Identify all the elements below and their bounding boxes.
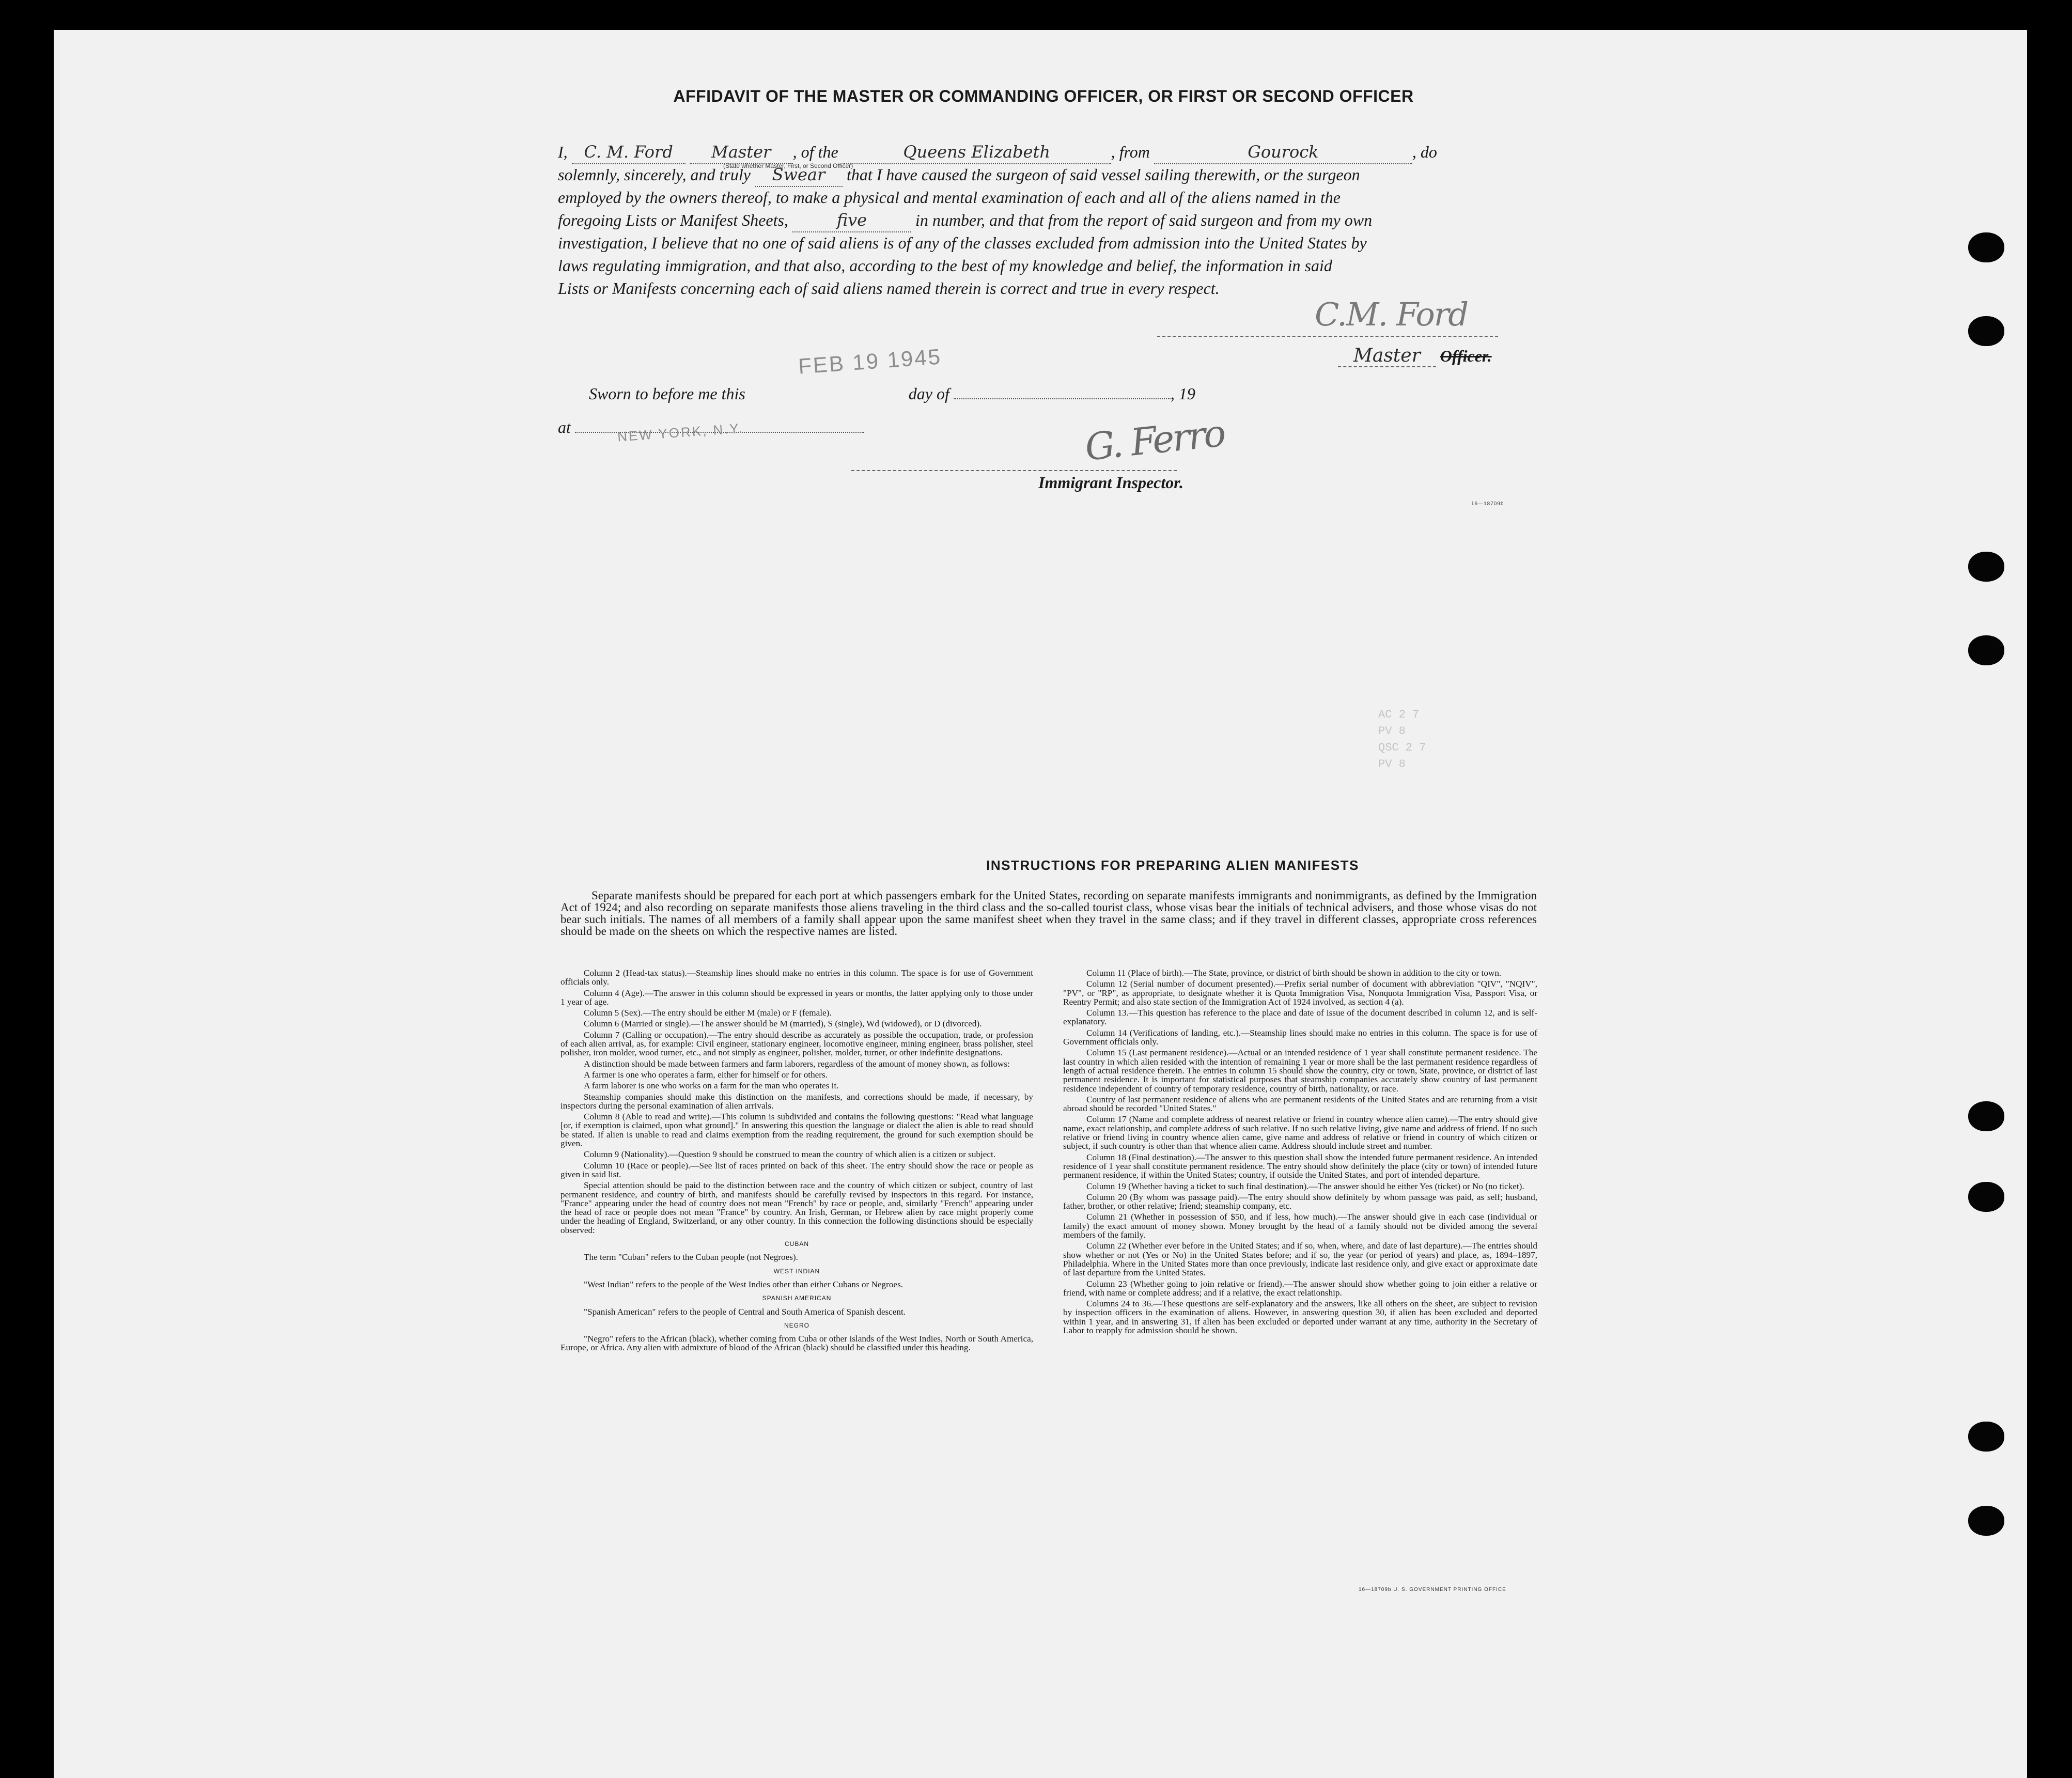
instructions-title: INSTRUCTIONS FOR PREPARING ALIEN MANIFESTS xyxy=(986,857,1359,873)
instr-col14: Column 14 (Verifications of landing, etc.).—Steamship lines should make no entries in this column. The space is for use of Government officials only. xyxy=(1063,1027,1537,1047)
instr-heading-spanish-american: SPANISH AMERICAN xyxy=(762,1294,832,1302)
sworn-line: Sworn to before me this day of , 19 xyxy=(589,384,1195,403)
instr-residence-us: Country of last permanent residence of aliens who are permanent residents of the United States and are returning from a visit abroad should be recorded "United States." xyxy=(1063,1094,1537,1114)
printing-office-footer: 16—18709b U. S. GOVERNMENT PRINTING OFFICE xyxy=(1359,1587,1506,1593)
instr-col7: Column 7 (Calling or occupation).—The entry should describe as accurately as possible the occupation, trade, or profession of each alien arrival, as, for example: Civil engineer, stationary engineer, locomotive engineer, mining engineer, brass polisher, steel polisher, iron molder, wood turner, etc., and not simply as engineer, polisher, molder, turner, or other indefinite designations. xyxy=(560,1030,1033,1058)
instr-col23: Column 23 (Whether going to join relative or friend).—The answer should show whether going to join either a relative or friend, with name or complete address; and if a relative, the exact relationship. xyxy=(1063,1278,1537,1298)
instr-col17: Column 17 (Name and complete address of nearest relative or friend in country whence alien came).—The entry should give name, exact relationship, and complete address of such relative. If no such relative living, give name and address of friend. If no such relative or friend living in country whence alien came, give name and address of relative or friend in country of which citizen or subject, if such country is other than that whence alien came. Address should include street and number. xyxy=(1063,1114,1537,1151)
punch-hole xyxy=(1968,1506,2004,1536)
inspector-signature: G. Ferro xyxy=(1083,411,1226,469)
affidavit-line-7: Lists or Manifests concerning each of said aliens named therein is correct and true in every respect. xyxy=(558,279,1220,298)
affidavit-line-1: I, C. M. Ford Master , of the Queens Elizabeth , from Gourock , do xyxy=(558,141,1437,164)
affidavit-line-5: investigation, I believe that no one of said aliens is of any of the classes excluded from admission into the United States by xyxy=(558,233,1367,252)
instr-col6: Column 6 (Married or single).—The answer should be M (married), S (single), Wd (widowed), or D (divorced). xyxy=(584,1019,982,1029)
inspector-signature-line xyxy=(851,470,1177,471)
instr-col13: Column 13.—This question has reference to the place and date of issue of the document described in column 12, and is self-explanatory. xyxy=(1063,1008,1537,1027)
form-number: 16—18709b xyxy=(1471,501,1504,507)
instr-col8: Column 8 (Able to read and write).—This column is subdivided and contains the following questions: "Read what language [or, if exemption is claimed, upon what ground]." In answering this question the language or dialect the alien is able to read should be stated. If alien is unable to read and claims exemption from the reading requirement, the ground for such exemption should be given. xyxy=(560,1112,1033,1149)
affidavit-line-4: foregoing Lists or Manifest Sheets, five in number, and that from the report of said surgeon and from my own xyxy=(558,209,1372,232)
sworn-month-field xyxy=(954,398,1171,399)
instr-col19: Column 19 (Whether having a ticket to such final destination).—The answer should be either Yes (ticket) or No (no ticket). xyxy=(1086,1181,1524,1191)
affidavit-line-6: laws regulating immigration, and that also, according to the best of my knowledge and belief, the information in said xyxy=(558,256,1332,275)
instr-col15: Column 15 (Last permanent residence).—Actual or an intended residence of 1 year shall constitute permanent residence. The last country in which alien resided with the intention of remaining 1 year or more shall be the last permanent residence regardless of length of actual residence therein. The entries in column 15 should show the country, city or town, State, province, or district of last permanent residence. It is important for statistical purposes that steamship companies accurately show country of last permanent residence independent of country of temporary residence, country of birth, nationality, or race. xyxy=(1063,1048,1537,1094)
instructions-left-column xyxy=(560,969,1033,1354)
punch-hole xyxy=(1968,232,2004,262)
punch-hole xyxy=(1968,1182,2004,1212)
instr-farm-laborer: A farm laborer is one who works on a farm for the man who operates it. xyxy=(584,1081,839,1091)
instr-col22: Column 22 (Whether ever before in the United States; and if so, when, where, and date of last departure).—The entries should show whether or not (Yes or No) in the United States before; and if so, the year (or period of years) and place, as, 1894–1897, Philadelphia. Where in the United States more than once previously, indicate last residence only, and give exact or approximate date of last departure from the United States. xyxy=(1063,1241,1537,1278)
instr-cuban: The term "Cuban" refers to the Cuban people (not Negroes). xyxy=(584,1252,798,1262)
rank-field: Master xyxy=(690,141,793,164)
officer-word-struck: Officer. xyxy=(1440,347,1492,365)
instr-heading-west-indian: WEST INDIAN xyxy=(773,1267,820,1275)
instr-col2: Column 2 (Head-tax status).—Steamship lines should make no entries in this column. The space is for use of Government officials only. xyxy=(560,968,1033,987)
punch-hole xyxy=(1968,316,2004,346)
instr-col20: Column 20 (By whom was passage paid).—The entry should show definitely by whom passage was paid, as self; husband, father, brother, or other relative; friend; steamship company, etc. xyxy=(1063,1192,1537,1211)
signature-line xyxy=(1157,336,1498,337)
faint-mark-1: AC 2 7 xyxy=(1378,708,1420,721)
instr-col11: Column 11 (Place of birth).—The State, province, or district of birth should be shown in addition to the city or town. xyxy=(1086,968,1502,978)
place-stamp: NEW YORK, N.Y. xyxy=(617,420,744,445)
oath-field: Swear xyxy=(755,163,843,187)
port-field: Gourock xyxy=(1154,141,1412,164)
sheet-count-field: five xyxy=(792,209,911,232)
affidavit-line-3: employed by the owners thereof, to make a physical and mental examination of each and all of the aliens named in the xyxy=(558,188,1341,207)
instr-col10: Column 10 (Race or people).—See list of races printed on back of this sheet. The entry should show the race or people as given in said list. xyxy=(560,1160,1033,1179)
instr-farmer: A farmer is one who operates a farm, either for himself or for others. xyxy=(584,1069,828,1080)
date-stamp: FEB 19 1945 xyxy=(797,344,943,379)
affidavit-line-2: solemnly, sincerely, and truly Swear that I have caused the surgeon of said vessel sailing therewith, or the surgeon xyxy=(558,163,1360,187)
instr-col12: Column 12 (Serial number of document presented).—Prefix serial number of document with abbreviation "QIV", "NQIV", "PV", or "RP", as appropriate, to designate whether it is Quota Immigration Visa, Nonquota Immigration Visa, Passport Visa, or Reentry Permit; and also state section of the Immigration Act of 1924 involved, as section 4 (a). xyxy=(1063,979,1537,1007)
rank-caption: (State whether Master, First, or Second Officer) xyxy=(723,162,853,169)
instr-heading-cuban: CUBAN xyxy=(784,1240,809,1248)
punch-hole xyxy=(1968,1422,2004,1452)
faint-mark-3: QSC 2 7 xyxy=(1378,741,1426,754)
master-signature: C.M. Ford xyxy=(1315,295,1468,333)
instructions-right-column xyxy=(1063,969,1537,1337)
instructions-intro: Separate manifests should be prepared for each port at which passengers embark for the United States, recording on separate manifests immigrants and nonimmigrants, as defined by the Immigration Act of 1924; and also recording on separate manifests those aliens traveling in the third class and the so-called tourist class, whose visas bear the initials of technical advisers, and those whose visas do not bear such initials. The names of all members of a family shall appear upon the same manifest sheet when they travel in the same class; and if they travel in different classes, appropriate cross references should be made on the sheets on which the respective names are listed. xyxy=(560,889,1537,938)
instr-farm-distinction: A distinction should be made between farmers and farm laborers, regardless of the amount of money shown, as follows: xyxy=(584,1058,1010,1069)
faint-mark-4: PV 8 xyxy=(1378,758,1406,771)
instr-col4: Column 4 (Age).—The answer in this column should be expressed in years or months, the latter applying only to those under 1 year of age. xyxy=(560,988,1033,1007)
instr-spanish-american: "Spanish American" refers to the people of Central and South America of Spanish descent. xyxy=(584,1306,906,1317)
officer-title-field xyxy=(1338,345,1492,366)
affidavit-title: AFFIDAVIT OF THE MASTER OR COMMANDING OFFICER, OR FIRST OR SECOND OFFICER xyxy=(673,87,1414,105)
vessel-field: Queens Elizabeth xyxy=(843,141,1111,164)
punch-hole xyxy=(1968,552,2004,582)
faint-mark-2: PV 8 xyxy=(1378,725,1406,738)
instr-col21: Column 21 (Whether in possession of $50, and if less, how much).—The answer should give in each case (individual or family) the exact amount of money shown. Money brought by the head of a family should not be divided among the several members of the family. xyxy=(1063,1212,1537,1240)
master-name-field: C. M. Ford xyxy=(572,141,686,164)
inspector-caption: Immigrant Inspector. xyxy=(1038,473,1183,492)
instr-negro: "Negro" refers to the African (black), whether coming from Cuba or other islands of the West Indies, North or South America, Europe, or Africa. Any alien with admixture of blood of the African (black) should be classified under this heading. xyxy=(560,1334,1033,1353)
instr-heading-negro: NEGRO xyxy=(784,1321,809,1329)
instr-col18: Column 18 (Final destination).—The answer to this question shall show the intended future permanent residence. An intended residence of 1 year shall constitute permanent residence. The entry should show definitely the place (city or town) of intended future permanent residence, if within the United States; country, if outside the United States, and port of intended departure. xyxy=(1063,1152,1537,1180)
instr-col9: Column 9 (Nationality).—Question 9 should be construed to mean the country of which alien is a citizen or subject. xyxy=(584,1149,996,1160)
punch-hole xyxy=(1968,1101,2004,1131)
instr-steamship-distinction: Steamship companies should make this distinction on the manifests, and corrections should be made, if necessary, by inspectors during the personal examination of alien arrivals. xyxy=(560,1091,1033,1111)
instr-col24-36: Columns 24 to 36.—These questions are self-explanatory and the answers, like all others on the sheet, are subject to revision by inspection officers in the examination of aliens. However, in answering question 30, if alien has been excluded and deported within 1 year, and in answering 31, if alien has been excluded or deported under warrant at any time, authority in the Secretary of Labor to reapply for admission should be shown. xyxy=(1063,1299,1537,1335)
officer-rank-written: Master xyxy=(1338,345,1436,367)
instr-race-country: Special attention should be paid to the distinction between race and the country of which citizen or subject, country of last permanent residence, and country of birth, and manifests should be carefully revised by inspectors in this regard. For instance, "France" appearing under the head of country does not mean "French" by race or people, and, similarly "French" appearing under the head of race or people does not mean "France" by country. An Irish, German, or Hebrew alien by race might properly come under the heading of England, Switzerland, or any other country. In this connection the following distinctions should be especially observed: xyxy=(560,1180,1033,1235)
instr-col5: Column 5 (Sex).—The entry should be either M (male) or F (female). xyxy=(584,1008,832,1018)
instr-west-indian: "West Indian" refers to the people of the West Indies other than either Cubans or Negroes. xyxy=(584,1279,903,1289)
at-line: at xyxy=(558,416,864,439)
punch-hole xyxy=(1968,635,2004,665)
